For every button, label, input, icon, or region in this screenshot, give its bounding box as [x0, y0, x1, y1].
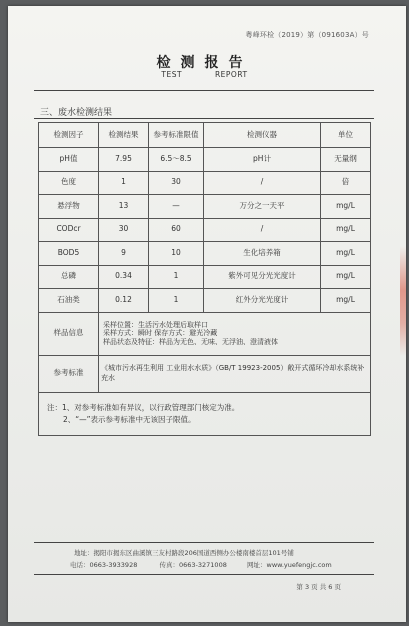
- footer-bottom-divider: [34, 574, 374, 575]
- unit-cell: mg/L: [321, 218, 371, 242]
- note-2: 2、“—”表示参考标准中无该因子限值。: [63, 414, 196, 424]
- report-number: 粤峰环检（2019）第（091603A）号: [245, 31, 369, 39]
- table-row: [39, 171, 371, 195]
- instrument-cell: pH计: [204, 148, 321, 172]
- section-title: 三、废水检测结果: [40, 108, 113, 118]
- factor-cell: pH值: [39, 148, 99, 172]
- result-cell: 0.12: [99, 289, 149, 313]
- factor-cell: 总磷: [39, 265, 99, 289]
- report-title-cn: 检测报告: [156, 55, 253, 71]
- column-header: 检测仪器: [204, 123, 321, 148]
- section-divider: [34, 118, 374, 119]
- column-header: 检测因子: [39, 123, 99, 148]
- instrument-cell: 紫外可见分光光度计: [204, 265, 321, 289]
- table-row: [39, 148, 371, 172]
- result-cell: 1: [99, 171, 149, 195]
- unit-cell: mg/L: [321, 289, 371, 313]
- limit-cell: 1: [149, 265, 204, 289]
- note-1: 注：1、对参考标准如有异议，以行政管理部门核定为准。: [47, 403, 240, 413]
- notes-cell: [39, 392, 371, 435]
- footer-divider: [34, 542, 374, 543]
- limit-cell: 6.5～8.5: [149, 148, 204, 172]
- table-header-row: [39, 123, 371, 148]
- instrument-cell: 红外分光光度计: [204, 289, 321, 313]
- instrument-cell: /: [204, 171, 321, 195]
- unit-cell: 无量纲: [321, 148, 371, 172]
- header-divider: [34, 90, 374, 91]
- table-row: [39, 218, 371, 242]
- table-row: [39, 265, 371, 289]
- reference-label: 参考标准: [39, 355, 99, 392]
- unit-cell: 倍: [321, 171, 371, 195]
- reference-standard-row: [39, 355, 371, 392]
- column-header: 参考标准限值: [149, 123, 204, 148]
- factor-cell: CODcr: [39, 218, 99, 242]
- factor-cell: 色度: [39, 171, 99, 195]
- limit-cell: —: [149, 195, 204, 219]
- column-header: 单位: [321, 123, 371, 148]
- page-number: 第 3 页 共 6 页: [296, 583, 341, 591]
- column-header: 检测结果: [99, 123, 149, 148]
- limit-cell: 1: [149, 289, 204, 313]
- instrument-cell: 万分之一天平: [204, 195, 321, 219]
- footer-website: 网址：www.yuefengjc.com: [247, 561, 332, 569]
- table-row: [39, 242, 371, 266]
- factor-cell: BOD5: [39, 242, 99, 266]
- footer-contact: [70, 560, 370, 569]
- wastewater-results-table: [38, 122, 371, 436]
- factor-cell: 悬浮物: [39, 195, 99, 219]
- limit-cell: 60: [149, 218, 204, 242]
- result-cell: 7.95: [99, 148, 149, 172]
- unit-cell: mg/L: [321, 242, 371, 266]
- result-cell: 9: [99, 242, 149, 266]
- report-title-en: TEST REPORT: [161, 70, 248, 79]
- reference-cell: [99, 355, 371, 392]
- limit-cell: 10: [149, 242, 204, 266]
- result-cell: 0.34: [99, 265, 149, 289]
- table-row: [39, 289, 371, 313]
- instrument-cell: /: [204, 218, 321, 242]
- unit-cell: mg/L: [321, 195, 371, 219]
- sample-location: 采样位置：生活污水处理后取样口: [103, 321, 208, 330]
- factor-cell: 石油类: [39, 289, 99, 313]
- footer-phone: 电话：0663-3933928: [70, 561, 138, 569]
- unit-cell: mg/L: [321, 265, 371, 289]
- sample-info-label: 样品信息: [39, 312, 99, 355]
- result-cell: 30: [99, 218, 149, 242]
- reference-text: 《城市污水再生利用 工业用水水质》（GB/T 19923-2005）敞开式循环冷却水系统补充水: [101, 364, 365, 382]
- result-cell: 13: [99, 195, 149, 219]
- sample-info-row: [39, 312, 371, 355]
- seal-stamp-edge: [400, 246, 406, 356]
- table-row: [39, 195, 371, 219]
- footer-fax: 传真：0663-3271008: [159, 561, 227, 569]
- notes-row: [39, 392, 371, 435]
- limit-cell: 30: [149, 171, 204, 195]
- sample-method: 采样方式：瞬时 保存方式：避光冷藏: [103, 329, 218, 338]
- instrument-cell: 生化培养箱: [204, 242, 321, 266]
- sample-state: 样品状态及特征：样品为无色、无味、无浮油、澄清液体: [103, 337, 278, 346]
- sample-info-cell: [99, 312, 371, 355]
- footer-address: 地址：揭阳市揭东区曲溪镇三友村路段206国道西侧办公楼南楼首层101号铺: [74, 549, 294, 557]
